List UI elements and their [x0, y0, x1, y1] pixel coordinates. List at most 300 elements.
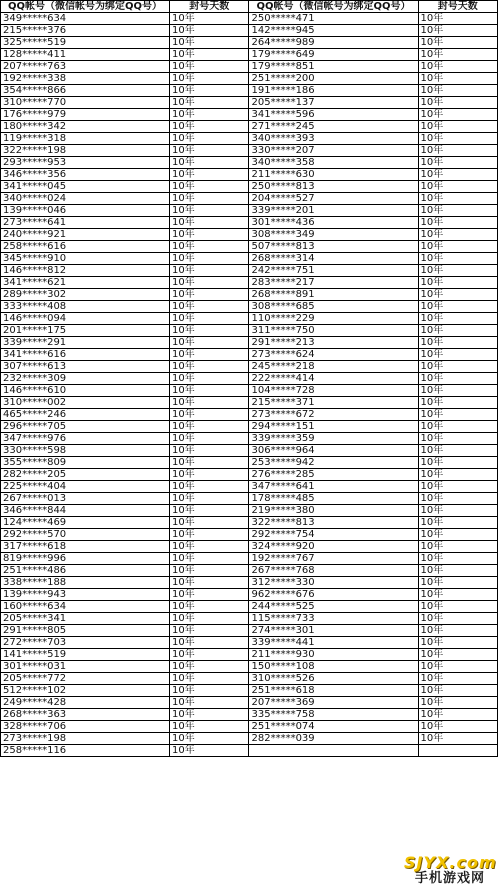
table-row	[1, 205, 498, 217]
ban-days-right-cell: 10年	[418, 349, 498, 361]
table-row	[1, 481, 498, 493]
qq-account-right-cell: 507*****813	[249, 241, 418, 253]
qq-account-right-cell: 150*****108	[249, 661, 418, 673]
ban-days-left-cell: 10年	[170, 229, 249, 241]
qq-account-right-cell: 962*****676	[249, 589, 418, 601]
qq-account-right-cell: 267*****768	[249, 565, 418, 577]
table-row	[1, 241, 498, 253]
qq-account-right-cell	[249, 745, 418, 757]
ban-days-right-cell: 10年	[418, 601, 498, 613]
table-row	[1, 325, 498, 337]
table-row	[1, 61, 498, 73]
qq-account-left-cell: 347*****976	[1, 433, 170, 445]
ban-days-left-cell: 10年	[170, 685, 249, 697]
qq-account-right-cell: 253*****942	[249, 457, 418, 469]
qq-account-right-cell: 340*****393	[249, 133, 418, 145]
site-watermark-logo	[404, 854, 496, 888]
qq-account-left-cell: 512*****102	[1, 685, 170, 697]
ban-days-left-cell: 10年	[170, 673, 249, 685]
qq-account-right-cell: 282*****039	[249, 733, 418, 745]
qq-account-left-cell: 307*****613	[1, 361, 170, 373]
ban-days-left-cell: 10年	[170, 289, 249, 301]
ban-days-right-cell: 10年	[418, 637, 498, 649]
ban-days-left-cell: 10年	[170, 61, 249, 73]
ban-days-right-cell: 10年	[418, 721, 498, 733]
qq-account-left-cell: 296*****705	[1, 421, 170, 433]
qq-account-left-cell: 338*****188	[1, 577, 170, 589]
ban-days-right-cell: 10年	[418, 733, 498, 745]
qq-account-right-cell: 339*****201	[249, 205, 418, 217]
qq-account-right-cell: 268*****891	[249, 289, 418, 301]
table-row	[1, 373, 498, 385]
ban-days-left-cell: 10年	[170, 661, 249, 673]
table-row	[1, 433, 498, 445]
qq-account-left-cell: 176*****979	[1, 109, 170, 121]
qq-account-left-cell: 328*****706	[1, 721, 170, 733]
ban-days-right-cell: 10年	[418, 685, 498, 697]
qq-account-right-cell: 324*****920	[249, 541, 418, 553]
header-qq-account-right: QQ帐号（微信帐号为绑定QQ号）	[249, 1, 418, 13]
qq-account-right-cell: 179*****851	[249, 61, 418, 73]
qq-account-left-cell: 282*****205	[1, 469, 170, 481]
ban-days-left-cell: 10年	[170, 481, 249, 493]
qq-account-left-cell: 205*****341	[1, 613, 170, 625]
ban-days-right-cell: 10年	[418, 565, 498, 577]
table-row	[1, 349, 498, 361]
table-row	[1, 493, 498, 505]
qq-account-right-cell: 250*****813	[249, 181, 418, 193]
qq-account-right-cell: 273*****672	[249, 409, 418, 421]
ban-days-left-cell: 10年	[170, 745, 249, 757]
ban-days-right-cell: 10年	[418, 493, 498, 505]
qq-account-left-cell: 160*****634	[1, 601, 170, 613]
table-row	[1, 337, 498, 349]
qq-account-left-cell: 272*****703	[1, 637, 170, 649]
table-row	[1, 577, 498, 589]
ban-days-left-cell: 10年	[170, 313, 249, 325]
table-row	[1, 85, 498, 97]
table-row	[1, 181, 498, 193]
table-row	[1, 145, 498, 157]
ban-days-left-cell: 10年	[170, 361, 249, 373]
qq-account-right-cell: 308*****685	[249, 301, 418, 313]
table-row	[1, 301, 498, 313]
ban-days-left-cell: 10年	[170, 241, 249, 253]
ban-days-right-cell: 10年	[418, 85, 498, 97]
ban-days-right-cell: 10年	[418, 49, 498, 61]
ban-days-right-cell: 10年	[418, 625, 498, 637]
ban-days-right-cell: 10年	[418, 73, 498, 85]
qq-account-right-cell: 207*****369	[249, 697, 418, 709]
qq-account-right-cell: 251*****618	[249, 685, 418, 697]
ban-days-right-cell: 10年	[418, 301, 498, 313]
ban-days-left-cell: 10年	[170, 145, 249, 157]
ban-days-right-cell: 10年	[418, 613, 498, 625]
qq-account-right-cell: 251*****074	[249, 721, 418, 733]
ban-days-right-cell: 10年	[418, 241, 498, 253]
qq-account-left-cell: 249*****428	[1, 697, 170, 709]
qq-account-right-cell: 205*****137	[249, 97, 418, 109]
table-row	[1, 505, 498, 517]
ban-days-left-cell: 10年	[170, 589, 249, 601]
qq-account-left-cell: 273*****641	[1, 217, 170, 229]
qq-account-left-cell: 289*****302	[1, 289, 170, 301]
table-row	[1, 733, 498, 745]
qq-account-left-cell: 267*****013	[1, 493, 170, 505]
ban-days-right-cell: 10年	[418, 385, 498, 397]
table-row	[1, 157, 498, 169]
qq-account-right-cell: 250*****471	[249, 13, 418, 25]
ban-days-right-cell: 10年	[418, 217, 498, 229]
qq-account-right-cell: 192*****767	[249, 553, 418, 565]
ban-days-left-cell: 10年	[170, 445, 249, 457]
qq-account-left-cell: 355*****809	[1, 457, 170, 469]
qq-account-right-cell: 211*****930	[249, 649, 418, 661]
qq-account-right-cell: 341*****596	[249, 109, 418, 121]
qq-account-left-cell: 341*****045	[1, 181, 170, 193]
qq-account-left-cell: 232*****309	[1, 373, 170, 385]
table-row	[1, 709, 498, 721]
qq-account-left-cell: 192*****338	[1, 73, 170, 85]
qq-account-right-cell: 222*****414	[249, 373, 418, 385]
qq-account-left-cell: 349*****634	[1, 13, 170, 25]
qq-account-left-cell: 346*****356	[1, 169, 170, 181]
ban-days-left-cell: 10年	[170, 637, 249, 649]
ban-days-left-cell: 10年	[170, 433, 249, 445]
table-row	[1, 13, 498, 25]
ban-days-left-cell: 10年	[170, 85, 249, 97]
table-row	[1, 601, 498, 613]
qq-account-left-cell: 317*****618	[1, 541, 170, 553]
qq-account-right-cell: 273*****624	[249, 349, 418, 361]
qq-account-left-cell: 207*****763	[1, 61, 170, 73]
table-row	[1, 265, 498, 277]
ban-days-left-cell: 10年	[170, 133, 249, 145]
qq-account-right-cell: 340*****358	[249, 157, 418, 169]
table-row	[1, 745, 498, 757]
ban-days-right-cell: 10年	[418, 205, 498, 217]
ban-days-right-cell: 10年	[418, 445, 498, 457]
ban-days-left-cell: 10年	[170, 697, 249, 709]
qq-account-left-cell: 146*****610	[1, 385, 170, 397]
ban-days-right-cell: 10年	[418, 541, 498, 553]
qq-account-left-cell: 240*****921	[1, 229, 170, 241]
table-body	[1, 13, 498, 757]
ban-days-right-cell: 10年	[418, 469, 498, 481]
table-row	[1, 625, 498, 637]
ban-days-right-cell: 10年	[418, 457, 498, 469]
ban-days-left-cell: 10年	[170, 217, 249, 229]
ban-days-left-cell: 10年	[170, 277, 249, 289]
ban-days-right-cell: 10年	[418, 517, 498, 529]
qq-account-left-cell: 128*****411	[1, 49, 170, 61]
ban-days-left-cell: 10年	[170, 709, 249, 721]
qq-account-left-cell: 292*****570	[1, 529, 170, 541]
table-row	[1, 25, 498, 37]
ban-days-right-cell: 10年	[418, 181, 498, 193]
ban-days-left-cell: 10年	[170, 613, 249, 625]
qq-account-right-cell: 347*****641	[249, 481, 418, 493]
ban-days-right-cell	[418, 745, 498, 757]
table-row	[1, 361, 498, 373]
qq-account-right-cell: 283*****217	[249, 277, 418, 289]
ban-days-left-cell: 10年	[170, 73, 249, 85]
qq-account-right-cell: 110*****229	[249, 313, 418, 325]
ban-days-left-cell: 10年	[170, 325, 249, 337]
table-row	[1, 217, 498, 229]
ban-days-left-cell: 10年	[170, 385, 249, 397]
qq-account-right-cell: 215*****371	[249, 397, 418, 409]
qq-account-left-cell: 201*****175	[1, 325, 170, 337]
table-row	[1, 589, 498, 601]
ban-days-left-cell: 10年	[170, 37, 249, 49]
table-row	[1, 541, 498, 553]
qq-account-right-cell: 276*****285	[249, 469, 418, 481]
ban-days-left-cell: 10年	[170, 397, 249, 409]
qq-account-left-cell: 345*****910	[1, 253, 170, 265]
qq-account-right-cell: 339*****359	[249, 433, 418, 445]
table-row	[1, 133, 498, 145]
ban-days-right-cell: 10年	[418, 61, 498, 73]
ban-days-right-cell: 10年	[418, 109, 498, 121]
table-header-row	[1, 1, 498, 13]
ban-days-right-cell: 10年	[418, 313, 498, 325]
header-ban-days-left: 封号天数	[170, 1, 249, 13]
qq-account-left-cell: 325*****519	[1, 37, 170, 49]
qq-account-right-cell: 322*****813	[249, 517, 418, 529]
qq-account-right-cell: 245*****218	[249, 361, 418, 373]
table-row	[1, 517, 498, 529]
ban-days-right-cell: 10年	[418, 145, 498, 157]
ban-days-right-cell: 10年	[418, 169, 498, 181]
qq-account-right-cell: 142*****945	[249, 25, 418, 37]
ban-days-right-cell: 10年	[418, 433, 498, 445]
ban-days-left-cell: 10年	[170, 541, 249, 553]
table-row	[1, 253, 498, 265]
ban-days-right-cell: 10年	[418, 157, 498, 169]
ban-days-left-cell: 10年	[170, 49, 249, 61]
ban-days-left-cell: 10年	[170, 457, 249, 469]
watermark-domain: SJYX.com	[404, 853, 497, 872]
table-row	[1, 445, 498, 457]
qq-account-right-cell: 191*****186	[249, 85, 418, 97]
ban-days-left-cell: 10年	[170, 193, 249, 205]
qq-account-right-cell: 330*****207	[249, 145, 418, 157]
qq-account-right-cell: 335*****758	[249, 709, 418, 721]
qq-account-left-cell: 119*****318	[1, 133, 170, 145]
qq-account-left-cell: 180*****342	[1, 121, 170, 133]
ban-days-right-cell: 10年	[418, 529, 498, 541]
ban-days-right-cell: 10年	[418, 37, 498, 49]
ban-days-right-cell: 10年	[418, 337, 498, 349]
ban-days-left-cell: 10年	[170, 493, 249, 505]
qq-account-left-cell: 273*****198	[1, 733, 170, 745]
ban-days-right-cell: 10年	[418, 121, 498, 133]
ban-days-right-cell: 10年	[418, 697, 498, 709]
ban-days-left-cell: 10年	[170, 565, 249, 577]
table-row	[1, 37, 498, 49]
ban-days-right-cell: 10年	[418, 265, 498, 277]
qq-account-right-cell: 271*****245	[249, 121, 418, 133]
qq-account-left-cell: 141*****519	[1, 649, 170, 661]
table-row	[1, 613, 498, 625]
ban-days-left-cell: 10年	[170, 625, 249, 637]
ban-days-right-cell: 10年	[418, 97, 498, 109]
ban-days-left-cell: 10年	[170, 349, 249, 361]
qq-account-right-cell: 115*****733	[249, 613, 418, 625]
table-row	[1, 121, 498, 133]
ban-days-right-cell: 10年	[418, 709, 498, 721]
qq-account-right-cell: 251*****200	[249, 73, 418, 85]
table-row	[1, 469, 498, 481]
qq-account-right-cell: 211*****630	[249, 169, 418, 181]
table-row	[1, 73, 498, 85]
ban-days-right-cell: 10年	[418, 673, 498, 685]
table-row	[1, 529, 498, 541]
ban-days-left-cell: 10年	[170, 121, 249, 133]
qq-account-right-cell: 264*****989	[249, 37, 418, 49]
table-row	[1, 229, 498, 241]
table-row	[1, 721, 498, 733]
ban-days-left-cell: 10年	[170, 505, 249, 517]
qq-account-left-cell: 124*****469	[1, 517, 170, 529]
qq-account-left-cell: 139*****046	[1, 205, 170, 217]
ban-days-left-cell: 10年	[170, 169, 249, 181]
qq-account-right-cell: 292*****754	[249, 529, 418, 541]
ban-days-left-cell: 10年	[170, 157, 249, 169]
ban-days-left-cell: 10年	[170, 337, 249, 349]
qq-account-left-cell: 310*****002	[1, 397, 170, 409]
qq-account-left-cell: 310*****770	[1, 97, 170, 109]
ban-days-right-cell: 10年	[418, 505, 498, 517]
ban-days-right-cell: 10年	[418, 409, 498, 421]
qq-account-right-cell: 204*****527	[249, 193, 418, 205]
ban-days-right-cell: 10年	[418, 589, 498, 601]
qq-account-right-cell: 179*****649	[249, 49, 418, 61]
table-row	[1, 457, 498, 469]
ban-days-left-cell: 10年	[170, 421, 249, 433]
ban-days-left-cell: 10年	[170, 721, 249, 733]
qq-account-right-cell: 291*****213	[249, 337, 418, 349]
table-row	[1, 109, 498, 121]
qq-account-left-cell: 268*****363	[1, 709, 170, 721]
qq-account-right-cell: 178*****485	[249, 493, 418, 505]
qq-account-left-cell: 819*****996	[1, 553, 170, 565]
qq-account-right-cell: 306*****964	[249, 445, 418, 457]
qq-account-right-cell: 308*****349	[249, 229, 418, 241]
qq-account-left-cell: 354*****866	[1, 85, 170, 97]
table-row	[1, 313, 498, 325]
qq-account-left-cell: 341*****621	[1, 277, 170, 289]
ban-days-right-cell: 10年	[418, 229, 498, 241]
table-row	[1, 289, 498, 301]
table-row	[1, 649, 498, 661]
ban-days-left-cell: 10年	[170, 577, 249, 589]
qq-account-left-cell: 301*****031	[1, 661, 170, 673]
qq-account-right-cell: 301*****436	[249, 217, 418, 229]
ban-days-right-cell: 10年	[418, 577, 498, 589]
table-row	[1, 385, 498, 397]
qq-account-left-cell: 139*****943	[1, 589, 170, 601]
qq-account-left-cell: 146*****094	[1, 313, 170, 325]
ban-days-left-cell: 10年	[170, 529, 249, 541]
qq-account-left-cell: 341*****616	[1, 349, 170, 361]
header-ban-days-right: 封号天数	[418, 1, 498, 13]
table-row	[1, 409, 498, 421]
ban-days-left-cell: 10年	[170, 13, 249, 25]
qq-account-left-cell: 251*****486	[1, 565, 170, 577]
qq-account-left-cell: 205*****772	[1, 673, 170, 685]
qq-account-left-cell: 340*****024	[1, 193, 170, 205]
qq-account-left-cell: 293*****953	[1, 157, 170, 169]
ban-days-left-cell: 10年	[170, 109, 249, 121]
ban-days-right-cell: 10年	[418, 193, 498, 205]
ban-days-right-cell: 10年	[418, 253, 498, 265]
ban-days-left-cell: 10年	[170, 733, 249, 745]
ban-days-left-cell: 10年	[170, 601, 249, 613]
ban-days-right-cell: 10年	[418, 661, 498, 673]
ban-days-right-cell: 10年	[418, 277, 498, 289]
ban-days-left-cell: 10年	[170, 97, 249, 109]
qq-account-right-cell: 294*****151	[249, 421, 418, 433]
ban-days-right-cell: 10年	[418, 421, 498, 433]
table-row	[1, 49, 498, 61]
qq-account-right-cell: 311*****750	[249, 325, 418, 337]
ban-days-right-cell: 10年	[418, 373, 498, 385]
ban-days-right-cell: 10年	[418, 13, 498, 25]
watermark-site-name: 手机游戏网	[414, 871, 485, 886]
ban-days-left-cell: 10年	[170, 265, 249, 277]
ban-days-right-cell: 10年	[418, 325, 498, 337]
table-row	[1, 673, 498, 685]
ban-days-right-cell: 10年	[418, 481, 498, 493]
qq-account-right-cell: 244*****525	[249, 601, 418, 613]
ban-days-left-cell: 10年	[170, 553, 249, 565]
qq-account-right-cell: 268*****314	[249, 253, 418, 265]
table-row	[1, 637, 498, 649]
qq-account-left-cell: 146*****812	[1, 265, 170, 277]
table-row	[1, 421, 498, 433]
ban-days-left-cell: 10年	[170, 181, 249, 193]
qq-account-left-cell: 330*****598	[1, 445, 170, 457]
qq-account-left-cell: 215*****376	[1, 25, 170, 37]
table-row	[1, 397, 498, 409]
ban-days-right-cell: 10年	[418, 289, 498, 301]
table-row	[1, 277, 498, 289]
qq-account-left-cell: 225*****404	[1, 481, 170, 493]
qq-account-right-cell: 310*****526	[249, 673, 418, 685]
qq-account-right-cell: 274*****301	[249, 625, 418, 637]
qq-account-left-cell: 258*****616	[1, 241, 170, 253]
table-row	[1, 685, 498, 697]
ban-days-right-cell: 10年	[418, 25, 498, 37]
ban-days-left-cell: 10年	[170, 469, 249, 481]
table-row	[1, 565, 498, 577]
qq-account-left-cell: 465*****246	[1, 409, 170, 421]
qq-account-right-cell: 339*****441	[249, 637, 418, 649]
table-row	[1, 697, 498, 709]
ban-days-right-cell: 10年	[418, 397, 498, 409]
ban-days-left-cell: 10年	[170, 205, 249, 217]
ban-days-left-cell: 10年	[170, 25, 249, 37]
qq-account-left-cell: 258*****116	[1, 745, 170, 757]
qq-account-right-cell: 242*****751	[249, 265, 418, 277]
ban-days-left-cell: 10年	[170, 517, 249, 529]
table-row	[1, 97, 498, 109]
table-row	[1, 169, 498, 181]
qq-account-left-cell: 291*****805	[1, 625, 170, 637]
qq-account-left-cell: 346*****844	[1, 505, 170, 517]
